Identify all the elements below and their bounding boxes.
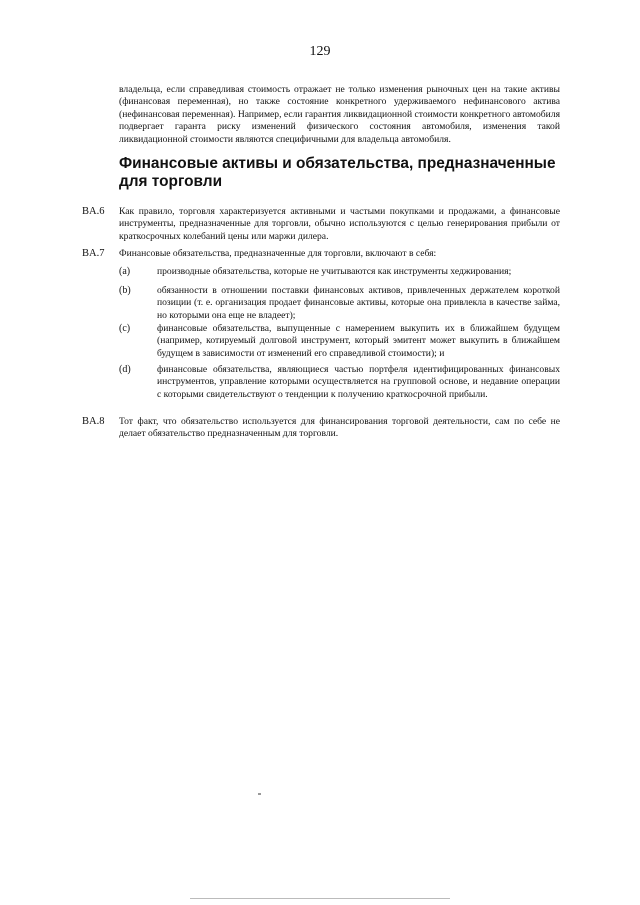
paragraph-ba7 (82, 248, 560, 260)
paragraph-ba8 (82, 416, 560, 441)
paragraph-text: Тот факт, что обязательство используется для финансирования торговой деятельности, сам по себе не делает обязательство предназначенным для торговли. (119, 416, 560, 440)
paragraph-number: BA.6 (82, 206, 105, 217)
paragraph-text: Как правило, торговля характеризуется активными и частыми покупками и продажами, а финансовые инструменты, предназначенные для торговли, обычно используются с целью генерирования прибыли от краткосрочных колебаний цены или маржи дилера. (119, 206, 560, 242)
list-item-text: обязанности в отношении поставки финансовых активов, привлеченных держателем короткой позиции (т. е. организация продает финансовые активы, которые она привлекла в качестве займа, но которыми она еще не владеет); (157, 285, 560, 321)
list-item-text: финансовые обязательства, являющиеся частью портфеля идентифицированных финансовых инструментов, управление которыми осуществляется на групповой основе, и недавние операции с которыми свидетельствуют о тенденции к получению краткосрочной прибыли. (157, 364, 560, 400)
paragraph-number: BA.7 (82, 248, 105, 259)
list-item-c (119, 323, 560, 360)
list-item-b (119, 285, 560, 322)
list-item-label: (b) (119, 285, 131, 296)
page-bottom-rule (190, 898, 450, 899)
paragraph-text: Финансовые обязательства, предназначенные для торговли, включают в себя: (119, 248, 437, 259)
list-item-label: (a) (119, 266, 131, 277)
list-item-text: финансовые обязательства, выпущенные с намерением выкупить их в ближайшем будущем (например, котируемый долговой инструмент, который эмитент может выкупить в ближайшем будущем в зависимости от изменений его справедливой стоимости); и (157, 323, 560, 359)
paragraph-ba6 (82, 206, 560, 243)
list-item-label: (d) (119, 364, 131, 375)
section-heading: Финансовые активы и обязательства, предназначенные для торговли (119, 155, 556, 190)
paragraph-number: BA.8 (82, 416, 105, 427)
list-item-a (119, 266, 560, 278)
list-item-text: производные обязательства, которые не учитываются как инструменты хеджирования; (157, 266, 512, 277)
intro-paragraph: владельца, если справедливая стоимость отражает не только изменения рыночных цен на такие активы (финансовая переменная), но также состояние конкретного удерживаемого нефинансового актива (нефинансовая переменная). Например, если гарантия ликвидационной стоимости конкретного автомобиля подвергает гаранта риску изменений физического состояния автомобиля, изменения такой ликвидационной стоимости являются специфичными для владельца автомобиля. (119, 84, 561, 145)
list-item-label: (c) (119, 323, 131, 334)
scan-speck (258, 793, 261, 795)
list-item-d (119, 364, 560, 401)
page-number: 129 (309, 44, 331, 59)
